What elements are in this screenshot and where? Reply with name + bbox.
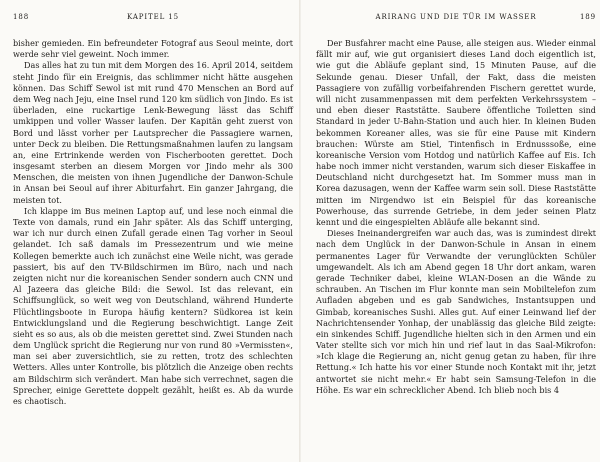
book-gutter <box>299 0 301 462</box>
right-paragraph-1: Der Busfahrer macht eine Pause, alle steigen aus. Wieder einmal fällt mir auf, wie gut organisiert dieses Land doch eigentlich ist, wie gut die Abläufe geplant sind, 15 Minuten Pause, auf die Sekunde genau. Dieser Unfall, der Fakt, dass die meisten Passagiere von zufällig vorbeifahrenden Fischern gerettet wurde, will nicht zusammenpassen mit dem perfekten Verkehrssystem – und eben dieser Raststätte. Saubere öffentliche Toiletten sind Standard in jeder U-Bahn-Station und auch hier. In kleinen Buden bekommen Koreaner alles, was sie für eine Pause mit Kindern brauchen: Würste am Stiel, Tintenfisch in Erdnusssoße, eine koreanische Version vom Hotdog und natürlich Kaffee auf Eis. Ich habe noch immer nicht verstanden, warum sich dieser Eiskaffee in Deutschland nicht durchgesetzt hat. Im Sommer muss man in Korea dazusagen, wenn der Kaffee warm sein soll. Diese Raststätte mitten im Nirgendwo ist ein Beispiel für das koreanische Powerhouse, das surrende Getriebe, in dem jeder seinen Platz kennt und die eingespielten Abläufe alle bekannt sind. <box>316 38 596 227</box>
left-paragraph-1: bisher gemieden. Ein befreundeter Fotograf aus Seoul meinte, dort werde sehr viel geweint. Noch immer. <box>13 38 293 60</box>
right-page-number: 189 <box>579 13 596 21</box>
right-page-body <box>316 38 596 396</box>
left-page-header <box>13 13 293 25</box>
left-page <box>13 0 293 462</box>
left-paragraph-2: Das alles hat zu tun mit dem Morgen des 16. April 2014, seitdem steht Jindo für ein Ereignis, das schlimmer nicht hätte ausgehen können. Das Schiff Sewol ist mit rund 470 Menschen an Bord auf dem Weg nach Jeju, eine Insel rund 120 km südlich von Jindo. Es ist überladen, eine ruckartige Lenk-Bewegung lässt das Schiff umkippen und voller Wasser laufen. Der Kapitän geht zuerst von Bord und lässt vorher per Lautsprecher die Passagiere warnen, unter Deck zu bleiben. Die Rettungsmaßnahmen laufen zu langsam an, eine Ertrinkende werden von Fischerbooten gerettet. Doch insgesamt sterben an diesem Morgen vor Jindo mehr als 300 Menschen, die meisten von ihnen Jugendliche der Danwon-Schule in Ansan bei Seoul auf ihrer Abiturfahrt. Ein ganzer Jahrgang, die meisten tot. <box>13 60 293 205</box>
left-running-head: KAPITEL 15 <box>126 13 180 21</box>
right-running-head: ARIRANG UND DIE TÜR IM WASSER <box>375 13 537 21</box>
left-page-number: 188 <box>13 13 30 21</box>
right-paragraph-2: Dieses Ineinandergreifen war auch das, was is zumindest direkt nach dem Unglück in der Danwon-Schule in Ansan in einem permanentes Lager für Verwandte der verunglückten Schüler umgewandelt. Als ich am Abend gegen 18 Uhr dort ankam, waren gerade Techniker dabei, kleine WLAN-Dosen an die Wände zu schrauben. An Tischen im Flur konnte man sein Mobiltelefon zum Aufladen abgeben und es gab Sandwiches, Instantsuppen und Gimbab, koreanisches Sushi. Alles gut. Auf einer Leinwand lief der Nachrichtensender Yonhap, der unablässig das gleiche Bild zeigte: ein sinkendes Schiff. Jugendliche hielten sich in den Armen und ein Vater stellte sich vor mich hin und rief laut in das Saal-Mikrofon: »Ich klage die Regierung an, nicht genug getan zu haben, für ihre Rettung.« Ich hatte his vor einer Stunde noch Kontakt mit ihr, jetzt antwortet sie nicht mehr.« Er habt sein Samsung-Telefon in die Höhe. Es war ein schrecklicher Abend. Ich blieb noch bis 4 <box>316 228 596 395</box>
left-page-body <box>13 38 293 407</box>
right-page-header <box>316 13 596 25</box>
left-paragraph-3: Ich klappe im Bus meinen Laptop auf, und lese noch einmal die Texte von damals, rund ein Jahr später. Als das Schiff unterging, war ich nur durch einen Zufall gerade einen Tag vorher in Seoul gelandet. Ich saß damals im Pressezentrum und wie meine Kollegen bemerkte auch ich zunächst eine Weile nicht, was gerade passiert, bis auf den TV-Bildschirmen im Büro, nach und nach zeigten nicht nur die koreanischen Sender sondern auch CNN und Al Jazeera das gleiche Bild: die Sewol. Ist das relevant, ein Schiffsunglück, so weit weg von Deutschland, während Hunderte Flüchtlingsboote in Europa häufig kentern? Südkorea ist kein Entwicklungsland und die Regierung beschwichtigt. Lange Zeit sieht es so aus, als ob die meisten gerettet sind. Zwei Stunden nach dem Unglück spricht die Regierung nur von rund 80 »Vermissten«, man sei aber zuversichtlich, sie zu retten, trotz des schlechten Wetters. Alles unter Kontrolle, bis plötzlich die Anzeige oben rechts am Bildschirm sich verändert. Man habe sich verrechnet, sagen die Sprecher, einige Gerettete doppelt gezählt, heißt es. Ab da wurde es chaotisch. <box>13 205 293 406</box>
right-page <box>316 0 596 462</box>
